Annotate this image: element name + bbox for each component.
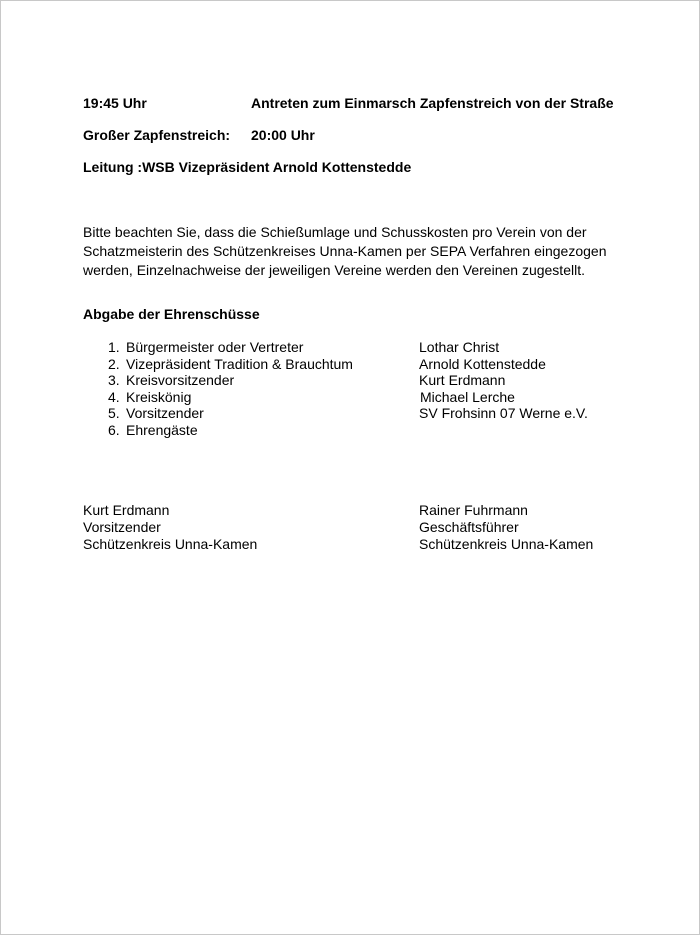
signature-name: Rainer Fuhrmann xyxy=(419,502,528,518)
list-name: Kurt Erdmann xyxy=(419,372,506,388)
list-role: Kreisvorsitzender xyxy=(126,372,235,388)
notice-line: Schatzmeisterin des Schützenkreises Unna-Kamen per SEPA Verfahren eingezogen xyxy=(83,243,607,259)
list-num: 3. xyxy=(108,372,120,388)
signature-title: Vorsitzender xyxy=(83,519,161,535)
time-2: 20:00 Uhr xyxy=(251,127,315,143)
list-name: Arnold Kottenstedde xyxy=(419,356,546,372)
leitung-line: Leitung :WSB Vizepräsident Arnold Kottenstedde xyxy=(83,159,412,175)
time-1: 19:45 Uhr xyxy=(83,95,147,111)
list-name: SV Frohsinn 07 Werne e.V. xyxy=(419,405,588,421)
notice-paragraph xyxy=(83,223,623,280)
list-role: Vorsitzender xyxy=(126,405,204,421)
list-name: Michael Lerche xyxy=(420,389,515,405)
list-role: Bürgermeister oder Vertreter xyxy=(126,339,304,355)
list-role: Kreiskönig xyxy=(126,389,192,405)
signature-org: Schützenkreis Unna-Kamen xyxy=(83,536,258,552)
signature-org: Schützenkreis Unna-Kamen xyxy=(419,536,594,552)
signature-title: Geschäftsführer xyxy=(419,519,519,535)
zapfenstreich-label: Großer Zapfenstreich: xyxy=(83,127,231,143)
signature-left xyxy=(83,502,257,553)
list-num: 1. xyxy=(108,339,120,355)
list-num: 4. xyxy=(108,389,120,405)
list-num: 2. xyxy=(108,356,120,372)
notice-line: werden, Einzelnachweise der jeweiligen Vereine werden den Vereinen zugestellt. xyxy=(83,262,585,278)
list-role: Vizepräsident Tradition & Brauchtum xyxy=(126,356,353,372)
list-num: 5. xyxy=(108,405,120,421)
event-1: Antreten zum Einmarsch Zapfenstreich von der Straße xyxy=(251,95,614,111)
notice-line: Bitte beachten Sie, dass die Schießumlage und Schusskosten pro Verein von der xyxy=(83,224,587,240)
list-name: Lothar Christ xyxy=(419,339,500,355)
signature-right xyxy=(419,502,593,553)
signature-name: Kurt Erdmann xyxy=(83,502,170,518)
list-num: 6. xyxy=(108,422,120,438)
ehrenschuesse-heading: Abgabe der Ehrenschüsse xyxy=(83,306,260,322)
list-role: Ehrengäste xyxy=(126,422,198,438)
